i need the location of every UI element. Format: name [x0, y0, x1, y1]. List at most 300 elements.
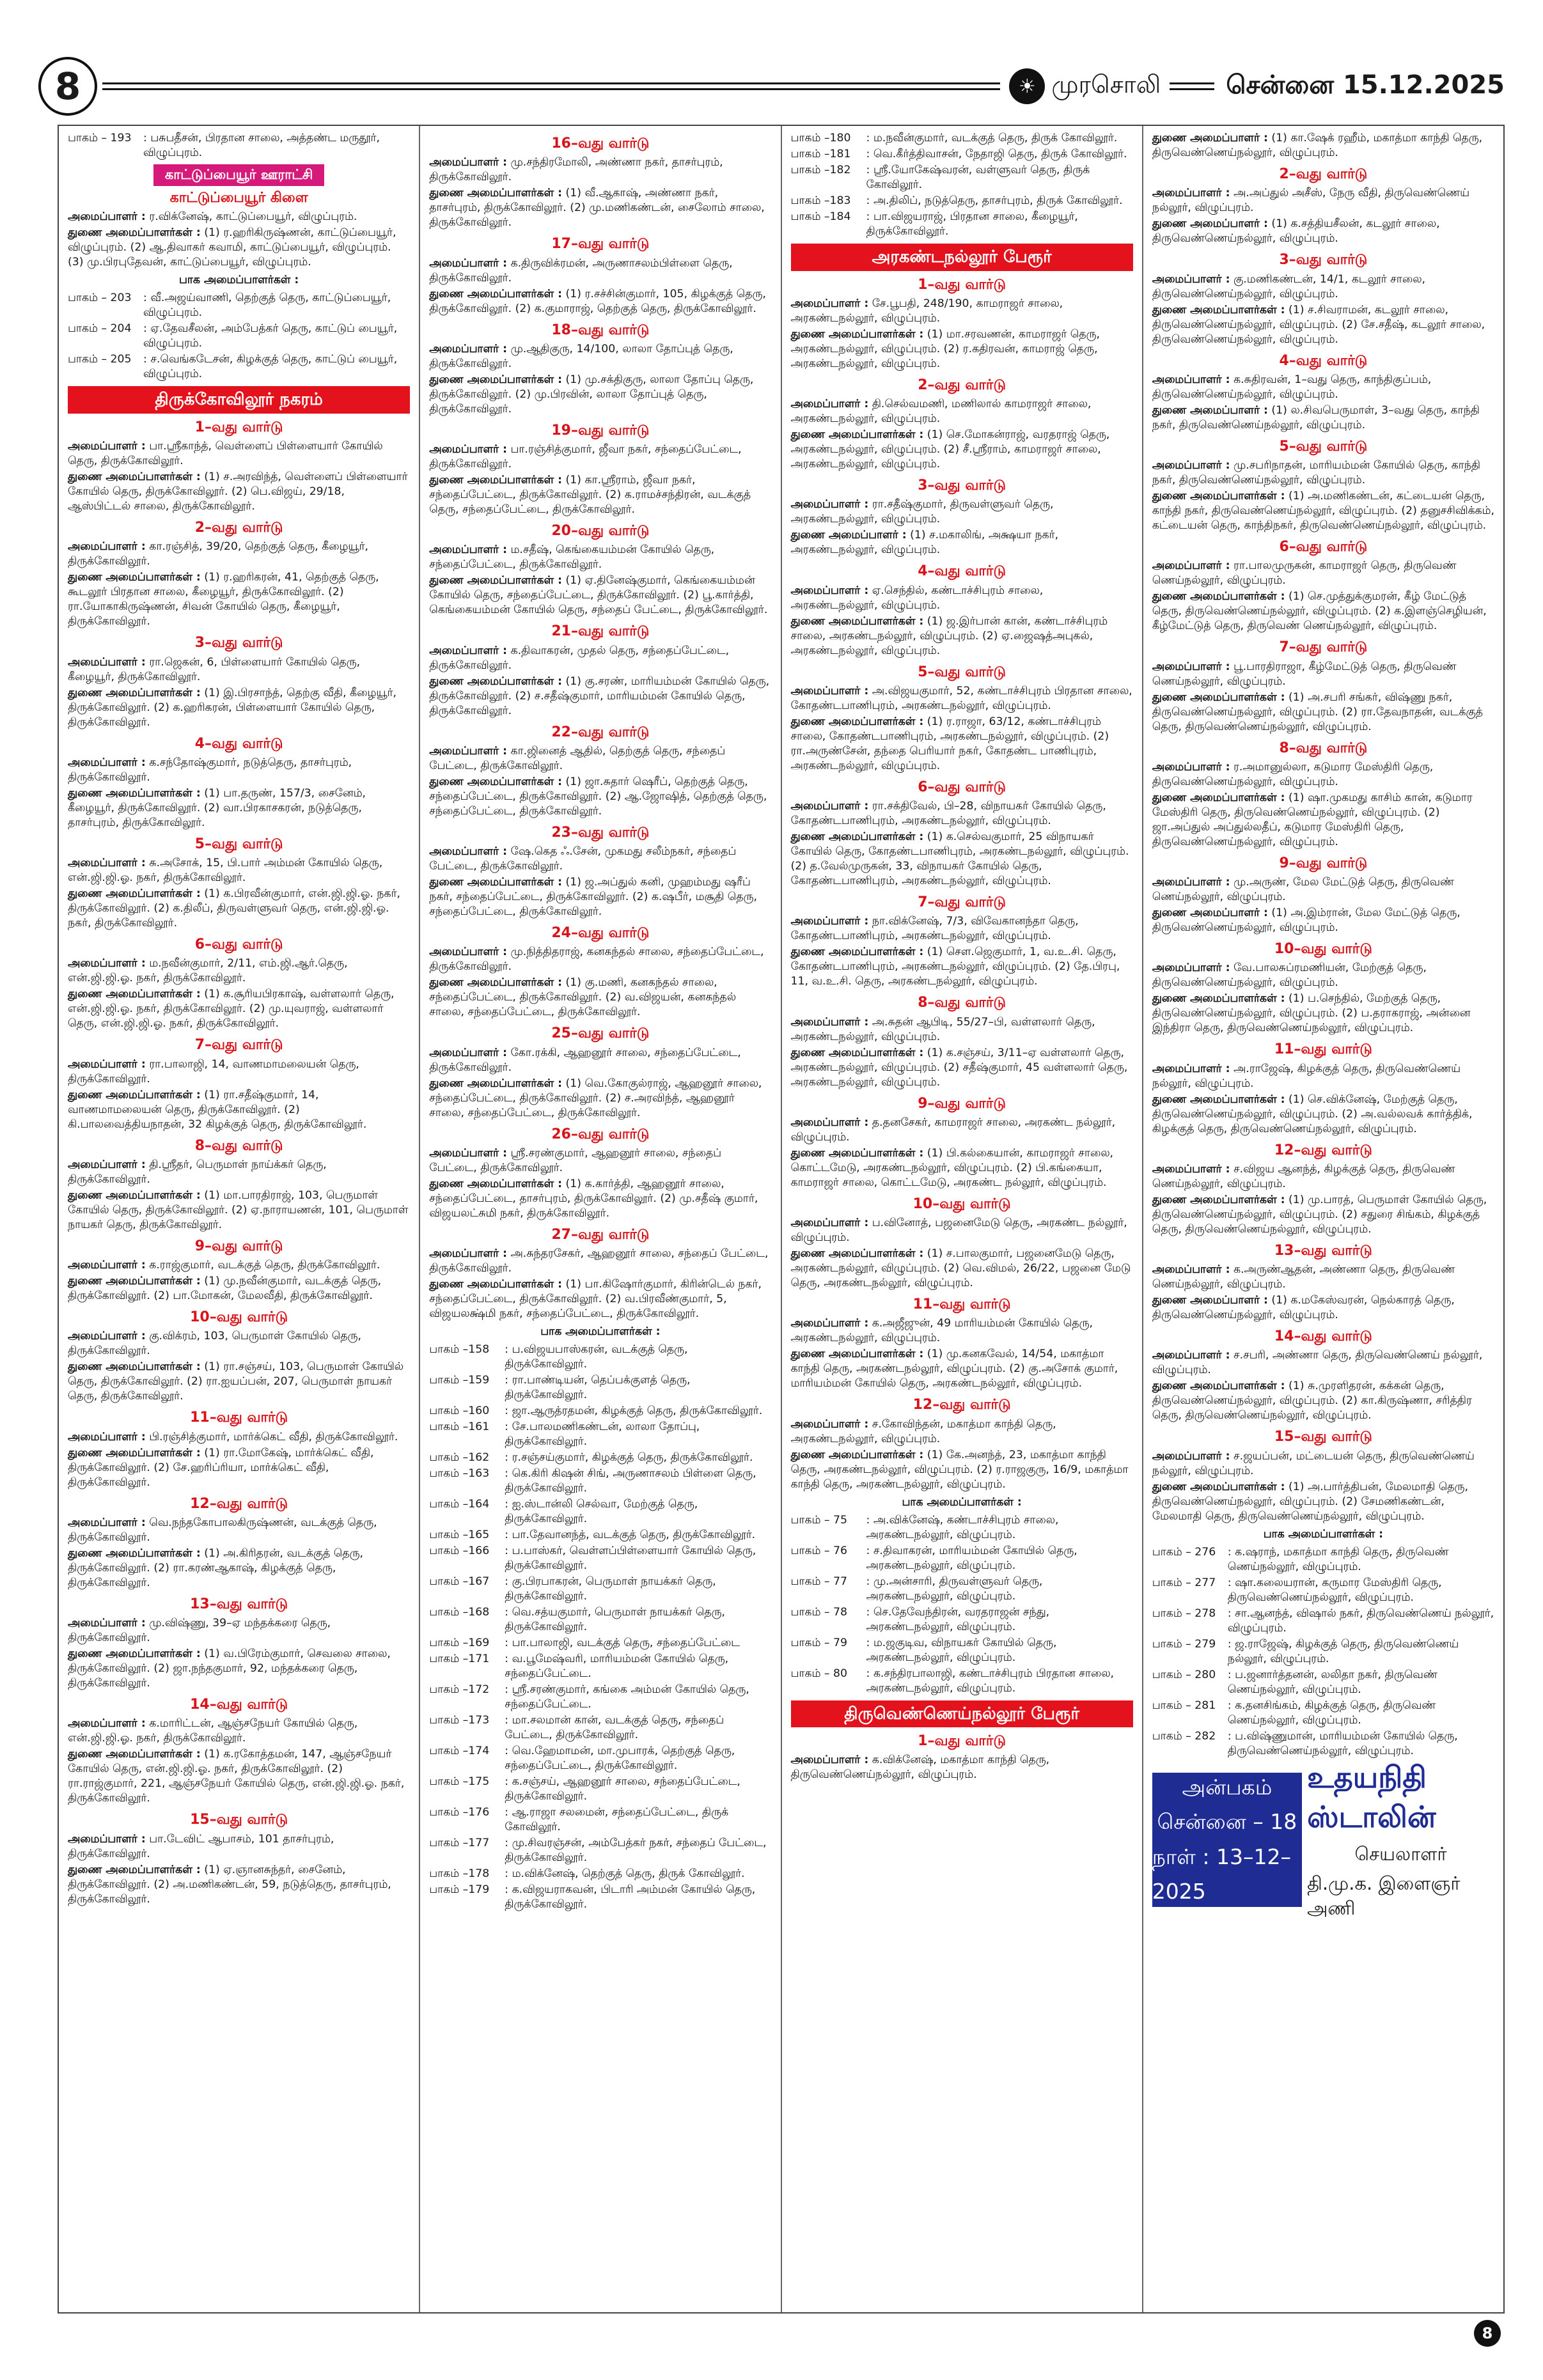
role-label: அமைப்பாளர் : [68, 540, 146, 554]
role-label: துணை அமைப்பாளர்கள் : [429, 674, 563, 688]
role-label: அமைப்பாளர் : [790, 1116, 869, 1129]
member-detail: சே.பூபதி, 248/190, காமராஜர் சாலை, அரகண்டநல்லூர், விழுப்புரம். [790, 297, 1063, 325]
member-detail: பா.ரஞ்சித்குமார், ஜீவா நகர், சந்தைப்பேட்டை, திருக்கோவிலூர். [429, 443, 742, 471]
booth-entry [1152, 1699, 1494, 1728]
ward-heading: 15–வது வார்டு [190, 1812, 288, 1828]
booth-list-heading: பாக அமைப்பாளர்கள் : [178, 274, 299, 287]
member-detail: (1) ர.சச்சின்குமார், 105, கிழக்குத் தெரு, திருக்கோவிலூர். (2) க.குமாராஜ், தெற்குத் தெரு, திருக்கோவிலூர். [429, 287, 766, 315]
member-detail: (1) க.சஞ்சய், 3/11–ஏ வள்ளலார் தெரு, அரகண்டநல்லூர், விழுப்புரம். (2) சதீஷ்குமார், 45 வள்ளலார் தெரு, அரகண்டநல்லூர், விழுப்புரம். [790, 1046, 1128, 1089]
member-entry [68, 887, 410, 931]
role-label: அமைப்பாளர் : [68, 1158, 146, 1171]
booth-entry [429, 1466, 771, 1496]
role-label: துணை அமைப்பாளர்கள் : [68, 471, 201, 483]
booth-entry [791, 1667, 1133, 1696]
role-label: துணை அமைப்பாளர்கள் : [790, 614, 924, 628]
member-detail: வே.பாலசுப்ரமணியன், மேற்குத் தெரு, திருவெண்ணெய்நல்லூர், விழுப்புரம். [1152, 961, 1427, 990]
booth-detail: : ப.ஜனார்த்தனன், லலிதா நகர், திருவெண் ணெய்நல்லூர், விழுப்புரம். [1227, 1668, 1437, 1696]
booth-number: பாகம் –181 [790, 148, 851, 160]
member-entry [429, 1247, 771, 1276]
role-label: அமைப்பாளர் : [429, 744, 508, 758]
role-label: துணை அமைப்பாளர்கள் : [790, 1046, 924, 1059]
member-entry [429, 744, 771, 774]
booth-number: பாகம் – 278 [1152, 1606, 1216, 1620]
booth-detail: : பசுபதீசன், பிரதான சாலை, அத்தண்ட மருதூர், விழுப்புரம். [143, 132, 380, 159]
ward-heading: 20–வது வார்டு [551, 523, 650, 539]
booth-number: பாகம் – 75 [790, 1513, 847, 1527]
member-detail: ஷே.கெத ஃ.சேன், முகமது சலீம்நகர், சந்தைப் பேட்டை, திருக்கோவிலூர். [429, 845, 737, 873]
role-label: துணை அமைப்பாளர்கள் : [1152, 1480, 1285, 1493]
member-detail: (1) ஷா.முகமது காசிம் கான், கடுமார மேஸ்திரி தெரு, திருவெண்ணெய்நல்லூர், விழுப்புரம். (2) ஜா.அப்துல் அப்துல்லதீப், கடுமார மேஸ்திரி தெரு, திருவெண்ணெய்நல்லூர், விழுப்புரம். [1152, 791, 1473, 848]
booth-entry [68, 322, 410, 351]
role-label: அமைப்பாளர் : [790, 800, 869, 813]
ward-heading: 2–வது வார்டு [194, 520, 283, 536]
role-label: துணை அமைப்பாளர்கள் : [429, 1077, 563, 1090]
role-label: துணை அமைப்பாளர்கள் : [429, 775, 563, 788]
member-detail: (1) க.கார்த்தி, ஆஹனூர் சாலை, சந்தைப்பேட்டை, தாசர்புரம், திருக்கோவிலூர். (2) மு.சதீஷ் குமார், விஜயலட்சுமி நகர், திருக்கோவிலூர். [429, 1177, 758, 1220]
member-detail: ரா.ஜெகன், 6, பிள்ளையார் கோயில் தெரு, கீழையூர், திருக்கோவிலூர். [68, 655, 361, 683]
masthead [38, 58, 1505, 115]
booth-detail: : ஆ.ராஜா சலமைன், சந்தைப்பேட்டை, திருக் கோவிலூர். [505, 1806, 729, 1833]
role-label: துணை அமைப்பாளர்கள் : [790, 428, 924, 442]
member-entry [429, 256, 771, 286]
booth-number: பாகம் –179 [429, 1883, 490, 1896]
member-entry [429, 875, 771, 919]
member-detail: மு.ஆதிகுரு, 14/100, லாலா தோப்புத் தெரு, திருக்கோவிலூர். [429, 342, 733, 370]
booth-detail: : ஸ்ரீ.சரண்குமார், கங்கை அம்மன் கோயில் தெரு, சந்தைப்பேட்டை. [505, 1683, 749, 1711]
ward-heading: 3–வது வார்டு [1279, 252, 1368, 268]
member-entry [429, 844, 771, 874]
booth-entry [791, 131, 1133, 146]
role-label: துணை அமைப்பாளர்கள் : [68, 1863, 201, 1876]
member-entry [791, 715, 1133, 774]
booth-detail: : க.ஷராந், மகாத்மா காந்தி தெரு, திருவெண் ணெய்நல்லூர், விழுப்புரம். [1227, 1545, 1449, 1573]
role-label: அமைப்பாளர் : [1152, 876, 1230, 889]
member-entry [1152, 373, 1494, 402]
booth-number: பாகம் –162 [429, 1451, 490, 1464]
member-detail: த.தனசேகர், காமராஜர் சாலை, அரகண்ட நல்லூர், விழுப்புரம். [790, 1116, 1116, 1144]
member-detail: க.மாரிட்டன், ஆஞ்சநேயர் கோயில் தெரு, என்.ஜி.ஜி.ஓ. நகர், திருக்கோவிலூர். [68, 1717, 358, 1745]
member-entry [429, 1046, 771, 1075]
member-entry [429, 373, 771, 417]
member-entry [1152, 992, 1494, 1036]
role-label: துணை அமைப்பாளர்கள் : [429, 287, 563, 300]
ward-heading: 13–வது வார்டு [1274, 1242, 1372, 1259]
booth-detail: : ஏ.தேவசீலன், அம்பேத்கர் தெரு, காட்டுப் பையூர், விழுப்புரம். [143, 322, 398, 350]
member-entry [68, 786, 410, 830]
booth-entry [791, 147, 1133, 162]
member-detail: (1) மா.சரவணன், காமராஜர் தெரு, அரகண்டநல்லூர், விழுப்புரம். (2) ர.கதிரவன், காமராஜ் தெரு, அரகண்டநல்லூர், விழுப்புரம். [790, 327, 1100, 370]
role-label: துணை அமைப்பாளர் : [1152, 403, 1268, 417]
ward-heading: 12–வது வார்டு [190, 1495, 288, 1512]
role-label: துணை அமைப்பாளர்கள் : [68, 686, 201, 699]
ward-heading: 13–வது வார்டு [190, 1596, 288, 1612]
member-detail: ச.சபரி, அண்ணா தெரு, திருவெண்ணெய் நல்லூர், விழுப்புரம். [1152, 1349, 1483, 1377]
member-entry [791, 914, 1133, 944]
member-entry [68, 1158, 410, 1187]
booth-entry [429, 1497, 771, 1527]
role-label: அமைப்பாளர் : [1152, 660, 1230, 673]
booth-detail: : க.சந்திரபாலாஜி, கண்டாச்சிபுரம் பிரதான சாலை, அரகண்டநல்லூர், விழுப்புரம். [866, 1667, 1115, 1695]
role-label: துணை அமைப்பாளர் : [1152, 132, 1268, 144]
booth-detail: : க.சஞ்சய், ஆஹனூர் சாலை, சந்தைப்பேட்டை, திருக்கோவிலூர். [505, 1775, 740, 1803]
member-entry [429, 976, 771, 1020]
role-label: அமைப்பாளர் : [429, 945, 508, 959]
booth-entry [791, 210, 1133, 239]
signatory-designation: செயலாளர் [1354, 1842, 1447, 1865]
role-label: அமைப்பாளர் : [790, 1417, 869, 1431]
member-entry [68, 1360, 410, 1404]
member-detail: பி.ரஞ்சித்குமார், மார்க்கெட் வீதி, திருக்கோவிலூர். [145, 1430, 398, 1443]
column-1 [59, 126, 420, 2312]
ward-heading: 17–வது வார்டு [551, 236, 650, 253]
ward-heading: 12–வது வார்டு [1274, 1142, 1372, 1158]
role-label: அமைப்பாளர் : [429, 1146, 508, 1160]
member-detail: க.விக்னேஷ், மகாத்மா காந்தி தெரு, திருவெண்ணெய்நல்லூர், விழுப்புரம். [790, 1754, 1050, 1782]
ward-heading: 4–வது வார்டு [1279, 352, 1368, 369]
role-label: துணை அமைப்பாளர்கள் : [790, 945, 924, 959]
member-entry [68, 226, 410, 270]
member-detail: (1) செ.மோகன்ராஜ், வரதராஜ் தெரு, அரகண்டநல்லூர், விழுப்புரம். (2) சீ.ஸ்ரீராம், காமராஜர் சாலை, அரகண்டநல்லூர், விழுப்புரம். [790, 428, 1110, 471]
role-label: அமைப்பாளர் : [429, 543, 508, 557]
notice-date: நாள் : 13–12–2025 [1152, 1844, 1292, 1904]
member-entry [68, 1546, 410, 1591]
member-entry [429, 573, 771, 618]
role-label: துணை அமைப்பாளர்கள் : [429, 574, 563, 587]
member-detail: (1) அ.கிரிதரன், வடக்குத் தெரு, திருக்கோவிலூர். (2) ரா.கரண்ஆகாஷ், கிழக்குத் தெரு, திருக்கோவிலூர். [68, 1546, 364, 1589]
role-label: துணை அமைப்பாளர்கள் : [68, 1446, 201, 1459]
signatory-unit: தி.மு.க. இளைஞர் அணி [1307, 1872, 1461, 1919]
booth-entry [1152, 1668, 1494, 1697]
signature-box [1152, 1760, 1494, 1919]
booth-number: பாகம் –165 [429, 1528, 490, 1541]
masthead-rule [102, 82, 1000, 90]
member-entry [1152, 961, 1494, 990]
role-label: அமைப்பாளர் : [1152, 459, 1230, 472]
signatory-panel [1307, 1760, 1494, 1919]
footer-page-number: 8 [1474, 2320, 1501, 2347]
booth-number: பாகம் –180 [790, 132, 851, 144]
booth-detail: : க.விஜயராகவன், பிடாரி அம்மன் கோயில் தெரு, திருக்கோவிலூர். [505, 1883, 756, 1911]
member-detail: ச.ஜயப்பன், மட்டையன் தெரு, திருவெண்ணெய் நல்லூர், விழுப்புரம். [1152, 1449, 1475, 1477]
role-label: அமைப்பாளர் : [790, 1754, 869, 1767]
ward-heading: 1–வது வார்டு [918, 1733, 1006, 1750]
booth-entry [429, 1342, 771, 1372]
role-label: துணை அமைப்பாளர்கள் : [68, 887, 201, 900]
member-entry [1152, 489, 1494, 533]
booth-number: பாகம் – 281 [1152, 1699, 1216, 1712]
member-detail: மு.அருண், மேல மேட்டுத் தெரு, திருவெண் ணெய்நல்லூர், விழுப்புரம். [1152, 876, 1454, 903]
booth-number: பாகம் –160 [429, 1404, 490, 1417]
member-entry [68, 210, 410, 224]
member-entry [68, 1863, 410, 1907]
booth-detail: : செ.தேவேந்திரன், வரதராஜன் சந்து, அரகண்டநல்லூர், விழுப்புரம். [866, 1605, 1050, 1633]
role-label: அமைப்பாளர் : [429, 342, 508, 355]
office-date-panel [1152, 1773, 1302, 1907]
member-detail: (1) ஜ.இர்பான் கான், கண்டாச்சிபுரம் சாலை, அரகண்டநல்லூர், விழுப்புரம். (2) ஏ.ஜைஷத்அபுகல், அரகண்டநல்லூர், விழுப்புரம். [790, 614, 1108, 657]
member-entry [1152, 131, 1494, 160]
booth-detail: : ஐ.ஸ்டான்லி செல்வா, மேற்குத் தெரு, திருக்கோவிலூர். [505, 1498, 698, 1525]
member-entry [1152, 875, 1494, 905]
member-detail: (1) க.சத்தியசீலன், கடலூர் சாலை, திருவெண்ணெய்நல்லூர், விழுப்புரம். [1152, 217, 1440, 245]
member-detail: (1) மு.கனகவேல், 14/54, மகாத்மா காந்தி தெரு, அரகண்டநல்லூர், விழுப்புரம். (2) கு.அசோக் குமார், மாரியம்மன் கோயில் தெரு, அரகண்டநல்லூர், விழுப்புரம். [790, 1348, 1118, 1390]
member-detail: (1) மு.நவீன்குமார், வடக்குத் தெரு, திருக்கோவிலூர். (2) பா.மோகன், மேலவீதி, திருக்கோவிலூர். [68, 1275, 382, 1302]
column-2 [420, 126, 781, 2312]
member-detail: (1) மு.சக்திகுரு, லாலா தோப்பு தெரு, திருக்கோவிலூர். (2) மு.பிரவின், லாலா தோப்புத் தெரு, திருக்கோவிலூர். [429, 373, 754, 416]
member-detail: நா.விக்னேஷ், 7/3, விவேகானந்தா தெரு, கோதண்டபாணிபுரம், அரகண்டநல்லூர், விழுப்புரம். [790, 915, 1079, 943]
booth-number: பாகம் –184 [790, 210, 851, 223]
member-detail: (1) ச.சிவராமன், கடலூர் சாலை, திருவெண்ணெய்நல்லூர், விழுப்புரம். (2) சே.சதீஷ், கடலூர் சாலை, திருவெண்ணெய்நல்லூர், விழுப்புரம். [1152, 303, 1485, 346]
signatory-name: உதயநிதி ஸ்டாலின் [1307, 1760, 1436, 1834]
member-detail: ரா.பாலாஜி, 14, வாணமாமலையன் தெரு, திருக்கோவிலூர். [68, 1057, 359, 1085]
booth-detail: : ப.பாஸ்கர், வெள்ளப்பிள்ளையார் கோயில் தெரு, திருக்கோவிலூர். [505, 1544, 756, 1572]
member-entry [429, 543, 771, 572]
ward-heading: 8–வது வார்டு [1279, 740, 1368, 756]
member-detail: (1) பி.கல்கையான், காமராஜர் சாலை, கொட்டமேடு, அரகண்டநல்லூர், விழுப்புரம். (2) பி.கங்கையா, காமராஜர் சாலை, கொட்டமேடு, அரகண்ட நல்லூர், விழுப்புரம். [790, 1146, 1114, 1189]
role-label: துணை அமைப்பாளர்கள் : [429, 187, 563, 200]
member-detail: அ.அப்துல் அசீஸ், நேரு வீதி, திருவெண்ணெய் நல்லூர், விழுப்புரம். [1152, 187, 1469, 215]
member-detail: கு.மணிகண்டன், 14/1, கடலூர் சாலை, திருவெண்ணெய்நல்லூர், விழுப்புரம். [1152, 272, 1425, 300]
ward-heading: 22–வது வார்டு [551, 724, 650, 740]
booth-detail: : அ.விக்னேஷ், கண்டாச்சிபுரம் சாலை, அரகண்டநல்லூர், விழுப்புரம். [866, 1513, 1059, 1541]
member-detail: (1) ஏ.தினேஷ்குமார், கெங்கையம்மன் கோயில் தெரு, சந்தைப்பேட்டை, திருக்கோவிலூர். (2) பூ.கார்த்தி, கெங்கையம்மன் கோயில் தெரு, சந்தைப் பேட்டை, திருக்கோவிலூர். [429, 574, 768, 617]
booth-entry [429, 1805, 771, 1835]
member-detail: க.அருண்ஆதன், அண்ணா தெரு, திருவெண் ணெய்நல்லூர், விழுப்புரம். [1152, 1263, 1455, 1291]
booth-entry [429, 1373, 771, 1403]
role-label: துணை அமைப்பாளர் : [1152, 1294, 1268, 1307]
ward-heading: 19–வது வார்டு [551, 422, 650, 439]
member-detail: (1) ஜா.சுதார் ஷெரீப், தெற்குத் தெரு, சந்தைப்பேட்டை, திருக்கோவிலூர். (2) ஆ.ஜோஷித், தெற்குத் தெரு, சந்தைப்பேட்டை, திருக்கோவிலூர். [429, 775, 767, 818]
role-label: துணை அமைப்பாளர்கள் : [1152, 992, 1285, 1006]
member-entry [1152, 760, 1494, 789]
booth-number: பாகம் –183 [790, 194, 851, 207]
member-entry [68, 856, 410, 885]
sub-heading: காட்டுப்பையூர் கிளை [169, 189, 308, 206]
member-entry [791, 428, 1133, 472]
ward-heading: 10–வது வார்டு [912, 1195, 1011, 1212]
booth-detail: : வெ.கீர்த்திவாசன், நேதாஜி தெரு, திருக் கோவிலூர். [866, 148, 1127, 160]
member-entry [429, 287, 771, 316]
role-label: அமைப்பாளர் : [68, 1330, 146, 1343]
booth-entry [429, 1744, 771, 1773]
booth-number: பாகம் – 205 [68, 353, 132, 366]
booth-detail: : ம.விக்னேஷ், தெற்குத் தெரு, திருக் கோவிலூர். [505, 1867, 745, 1880]
member-detail: கோ.ரக்கி, ஆஹனூர் சாலை, சந்தைப்பேட்டை, திருக்கோவிலூர். [429, 1046, 741, 1074]
role-label: அமைப்பாளர் : [1152, 1349, 1230, 1362]
booth-number: பாகம் –175 [429, 1775, 490, 1788]
role-label: துணை அமைப்பாளர்கள் : [790, 715, 924, 728]
booth-entry [429, 1451, 771, 1465]
role-label: அமைப்பாளர் : [790, 1015, 869, 1029]
masthead-rule-right [1170, 82, 1214, 90]
member-detail: (1) கா.ஸ்ரீராம், ஜீவா நகர், சந்தைப்பேட்டை, திருக்கோவிலூர். (2) க.ராமச்சந்திரன், வடக்குத் தெரு, சந்தைப்பேட்டை, திருக்கோவிலூர். [429, 474, 751, 516]
role-label: துணை அமைப்பாளர்கள் : [429, 1278, 563, 1291]
ward-heading: 11–வது வார்டு [1274, 1041, 1372, 1058]
ward-heading: 11–வது வார்டு [190, 1410, 288, 1426]
member-detail: (1) சௌ.ஜெகுமார், 1, வ.உ.சி. தெரு, கோதண்டபாணிபுரம், அரகண்டநல்லூர், விழுப்புரம். (2) தே.பிரபு, 11, வ.உ.சி. தெரு, அரகண்டநல்லூர், விழுப்புரம். [790, 945, 1120, 988]
member-entry [68, 756, 410, 785]
member-detail: (1) வ.பிரேம்குமார், செவலை சாலை, திருக்கோவிலூர். (2) ஜா.நந்தகுமார், 92, மந்தக்கரை தெரு, திருக்கோவிலூர். [68, 1647, 391, 1690]
booth-detail: : கெ.கிரி கிஷன் சிங், அருணாசலம் பிள்ளை தெரு, திருக்கோவிலூர். [505, 1467, 756, 1495]
role-label: துணை அமைப்பாளர்கள் : [429, 876, 563, 889]
booth-entry [791, 1605, 1133, 1635]
role-label: துணை அமைப்பாளர்கள் : [429, 976, 563, 990]
member-entry [68, 570, 410, 629]
booth-detail: : சே.பாலமணிகண்டன், லாலா தோப்பு, திருக்கோவிலூர். [505, 1420, 700, 1448]
booth-number: பாகம் – 203 [68, 292, 132, 305]
column-4-list [1152, 131, 1494, 1759]
role-label: துணை அமைப்பாளர்கள் : [790, 1448, 924, 1461]
member-detail: (1) கு.சரண், மாரியம்மன் கோயில் தெரு, திருக்கோவிலூர். (2) ச.சதீஷ்குமார், மாரியம்மன் கோயில் தெரு, திருக்கோவிலூர். [429, 674, 770, 717]
member-entry [68, 1832, 410, 1862]
member-detail: (1) வீ.ஆகாஷ், அண்ணா நகர், தாசர்புரம், திருக்கோவிலூர். (2) மு.மணிகண்டன், சைலோம் சாலை, திருக்கோவிலூர். [429, 187, 765, 229]
member-entry [1152, 1263, 1494, 1292]
role-label: அமைப்பாளர் : [1152, 1263, 1230, 1276]
role-label: அமைப்பாளர் : [790, 1317, 869, 1330]
member-entry [791, 1216, 1133, 1245]
member-entry [68, 1430, 410, 1445]
booth-entry [429, 1544, 771, 1573]
member-detail: தி.ஸ்ரீதர், பெருமாள் நாய்க்கர் தெரு, திருக்கோவிலூர். [68, 1158, 327, 1186]
member-detail: (1) செ.விக்னேஷ், மேற்குத் தெரு, திருவெண்ணெய்நல்லூர், விழுப்புரம். (2) அ.வல்லவக் கார்த்திக், கிழக்குத் தெரு, திருவெண்ணெய்நல்லூர், விழுப்புரம். [1152, 1093, 1473, 1135]
member-detail: ஸ்ரீ.சரண்குமார், ஆஹனூர் சாலை, சந்தைப் பேட்டை, திருக்கோவிலூர். [429, 1146, 721, 1174]
member-detail: (1) வெ.கோகுல்ராஜ், ஆஹனூர் சாலை, சந்தைப்பேட்டை, திருக்கோவிலூர். (2) ச.அரவிந்த், ஆஹனூர் சாலை, சந்தைப்பேட்டை, திருக்கோவிலூர். [429, 1077, 762, 1119]
paper-name-block [1000, 68, 1170, 104]
role-label: அமைப்பாளர் : [68, 440, 146, 453]
member-detail: (1) பா.தருண், 157/3, சைனேம், கீழையூர், திருக்கோவிலூர். (2) வா.பிரகாசகரன், நடுத்தெரு, தாசர்புரம், திருக்கோவிலூர். [68, 786, 366, 829]
booth-detail: : வெ.ஹேமாமன், மா.முபாரக், தெற்குத் தெரு, சந்தைப்பேட்டை, திருக்கோவிலூர். [505, 1745, 735, 1772]
booth-detail: : வ.பூமேஷ்வரி, மாரியம்மன் கோயில் தெரு, சந்தைப்பேட்டை. [505, 1653, 729, 1680]
booth-number: பாகம் –176 [429, 1806, 490, 1819]
member-detail: (1) இ.பிரசாந்த், தெற்கு வீதி, கீழையூர், திருக்கோவிலூர். (2) க.ஹரிகரன், பிள்ளையார் கோயில் தெரு, திருக்கோவிலூர். [68, 686, 397, 729]
ward-heading: 5–வது வார்டு [918, 664, 1006, 680]
member-detail: (1) ச.மகாலிங், அக்ஷயா நகர், அரகண்டநல்லூர், விழுப்புரம். [790, 529, 1059, 557]
member-entry [791, 1417, 1133, 1447]
booth-entry [429, 1636, 771, 1651]
role-label: அமைப்பாளர் : [1152, 760, 1230, 774]
paper-name: முரசொலி [1051, 70, 1161, 98]
member-entry [1152, 303, 1494, 347]
member-entry [1152, 217, 1494, 246]
member-entry [68, 1616, 410, 1645]
member-detail: (1) ரா.சஞ்சய், 103, பெருமாள் கோயில் தெரு, திருக்கோவிலூர். (2) ரா.ஐயப்பன், 207, பெருமாள் நாயகர் தெரு, திருக்கோவிலூர். [68, 1360, 403, 1403]
role-label: அமைப்பாளர் : [1152, 1449, 1230, 1463]
booth-entry [429, 1775, 771, 1804]
booth-detail: : ரா.பாண்டியன், தெப்பக்குளத் தெரு, திருக்கோவிலூர். [505, 1374, 691, 1401]
booth-number: பாகம் –178 [429, 1867, 490, 1880]
role-label: துணை அமைப்பாளர்கள் : [1152, 690, 1285, 704]
role-label: அமைப்பாளர் : [429, 1247, 508, 1260]
member-entry [68, 1329, 410, 1358]
ward-heading: 1–வது வார்டு [918, 276, 1006, 293]
member-entry [1152, 1293, 1494, 1323]
ward-heading: 25–வது வார்டு [551, 1025, 650, 1042]
role-label: அமைப்பாளர் : [68, 1717, 146, 1731]
booth-entry [1152, 1606, 1494, 1636]
role-label: துணை அமைப்பாளர்கள் : [790, 830, 924, 844]
member-detail: (1) கே.அனந்த், 23, மகாத்மா காந்தி தெரு, அரகண்டநல்லூர், விழுப்புரம். (2) ர.ராஜகுரு, 16/9, மகாத்மா காந்தி தெரு, அரகண்டநல்லூர், விழுப்புரம். [790, 1448, 1129, 1491]
member-detail: வெ.நந்தகோபாலகிருஷ்ணன், வடக்குத் தெரு, திருக்கோவிலூர். [68, 1516, 377, 1544]
role-label: அமைப்பாளர் : [429, 156, 508, 169]
booth-list-heading: பாக அமைப்பாளர்கள் : [540, 1325, 661, 1338]
booth-number: பாகம் –163 [429, 1467, 490, 1480]
member-entry [791, 830, 1133, 889]
section-banner: திருவெண்ணெய்நல்லூர் பேரூர் [791, 1700, 1133, 1728]
booth-number: பாகம் – 76 [790, 1544, 847, 1557]
member-entry [1152, 186, 1494, 215]
booth-entry [429, 1575, 771, 1604]
role-label: துணை அமைப்பாளர்கள் : [790, 1146, 924, 1160]
role-label: துணை அமைப்பாளர்கள் : [68, 1546, 201, 1560]
member-detail: (1) அ.இம்ரான், மேல மேட்டுத் தெரு, திருவெண்ணெய்நல்லூர், விழுப்புரம். [1152, 906, 1461, 934]
member-entry [68, 1446, 410, 1490]
ward-heading: 9–வது வார்டு [194, 1238, 283, 1254]
role-label: துணை அமைப்பாளர்கள் : [1152, 1093, 1285, 1106]
ward-heading: 24–வது வார்டு [551, 925, 650, 941]
member-detail: ம.நவீன்குமார், 2/11, எம்.ஜி.ஆர்.தெரு, என்.ஜி.ஜி.ஓ. நகர், திருக்கோவிலூர். [68, 957, 348, 985]
role-label: துணை அமைப்பாளர்கள் : [790, 1247, 924, 1261]
member-entry [791, 1247, 1133, 1291]
role-label: துணை அமைப்பாளர்கள் : [1152, 1380, 1285, 1393]
member-detail: (1) ல.சிவபெருமாள், 3–வது தெரு, காந்தி நகர், திருவெண்ணெய்நல்லூர், விழுப்புரம். [1152, 403, 1480, 432]
member-entry [68, 1647, 410, 1691]
member-detail: (1) சு.முரளிதரன், கக்கன் தெரு, திருவெண்ணெய்நல்லூர், விழுப்புரம். (2) கா.கிருஷ்ணா, சரித்திர தெரு, திருவெண்ணெய்நல்லூர், விழுப்புரம். [1152, 1380, 1472, 1422]
ward-heading: 14–வது வார்டு [190, 1697, 288, 1713]
member-entry [791, 945, 1133, 989]
booth-entry [429, 1404, 771, 1419]
booth-number: பாகம் – 193 [68, 132, 132, 144]
ward-heading: 5–வது வார்டு [194, 836, 283, 852]
booth-number: பாகம் – 79 [790, 1636, 847, 1649]
role-label: துணை அமைப்பாளர்கள் : [68, 1647, 201, 1660]
role-label: அமைப்பாளர் : [68, 655, 146, 669]
column-4 [1143, 126, 1503, 2312]
member-entry [1152, 1480, 1494, 1524]
member-detail: அ.சுந்தரசேகர், ஆஹனூர் சாலை, சந்தைப் பேட்டை, திருக்கோவிலூர். [429, 1247, 769, 1275]
booth-number: பாகம் – 280 [1152, 1668, 1216, 1681]
role-label: அமைப்பாளர் : [1152, 1162, 1230, 1176]
sub-banner-wrap [68, 164, 410, 186]
booth-number: பாகம் –168 [429, 1606, 490, 1619]
role-label: அமைப்பாளர் : [429, 256, 508, 270]
role-label: அமைப்பாளர் : [790, 297, 869, 310]
member-entry [68, 956, 410, 986]
member-detail: ப.வினோத், பஜனைமேடு தெரு, அரகண்ட நல்லூர், விழுப்புரம். [790, 1217, 1127, 1245]
role-label: துணை அமைப்பாளர்கள் : [68, 226, 201, 240]
member-entry [791, 1046, 1133, 1090]
member-entry [1152, 1348, 1494, 1378]
member-detail: (1) அ.மணிகண்டன், கட்டையன் தெரு, காந்தி நகர், திருவெண்ணெய்நல்லூர், விழுப்புரம். (2) தனுசசிவிக்கம், கட்டையன் தெரு, காந்திநகர், திருவெண்ணெய்நல்லூர், விழுப்புரம். [1152, 490, 1494, 532]
member-entry [68, 1088, 410, 1132]
role-label: அமைப்பாளர் : [68, 210, 146, 224]
member-detail: மு.சபரிநாதன், மாரியம்மன் கோயில் தெரு, காந்தி நகர், திருவெண்ணெய்நல்லூர், விழுப்புரம். [1152, 459, 1480, 486]
booth-entry [791, 1636, 1133, 1665]
booth-number: பாகம் –173 [429, 1714, 490, 1727]
ward-heading: 1–வது வார்டு [194, 419, 283, 435]
role-label: அமைப்பாளர் : [790, 915, 869, 928]
booth-entry [791, 163, 1133, 192]
role-label: துணை அமைப்பாளர்கள் : [68, 1275, 201, 1287]
booth-number: பாகம் – 282 [1152, 1729, 1216, 1743]
member-entry [1152, 690, 1494, 735]
ward-heading: 9–வது வார்டு [1279, 855, 1368, 871]
role-label: அமைப்பாளர் : [68, 1617, 146, 1629]
booth-entry [791, 194, 1133, 208]
role-label: அமைப்பாளர் : [429, 845, 508, 858]
booth-detail: : ஷா.கலையரான், கருமார மேஸ்திரி தெரு, திருவெண்ணெய்நல்லூர், விழுப்புரம். [1227, 1576, 1442, 1604]
member-detail: ரா.பாலமுருகன், காமராஜர் தெரு, திருவெண் ணெய்நல்லூர், விழுப்புரம். [1152, 559, 1457, 587]
member-entry [68, 470, 410, 514]
booth-entry [429, 1652, 771, 1681]
